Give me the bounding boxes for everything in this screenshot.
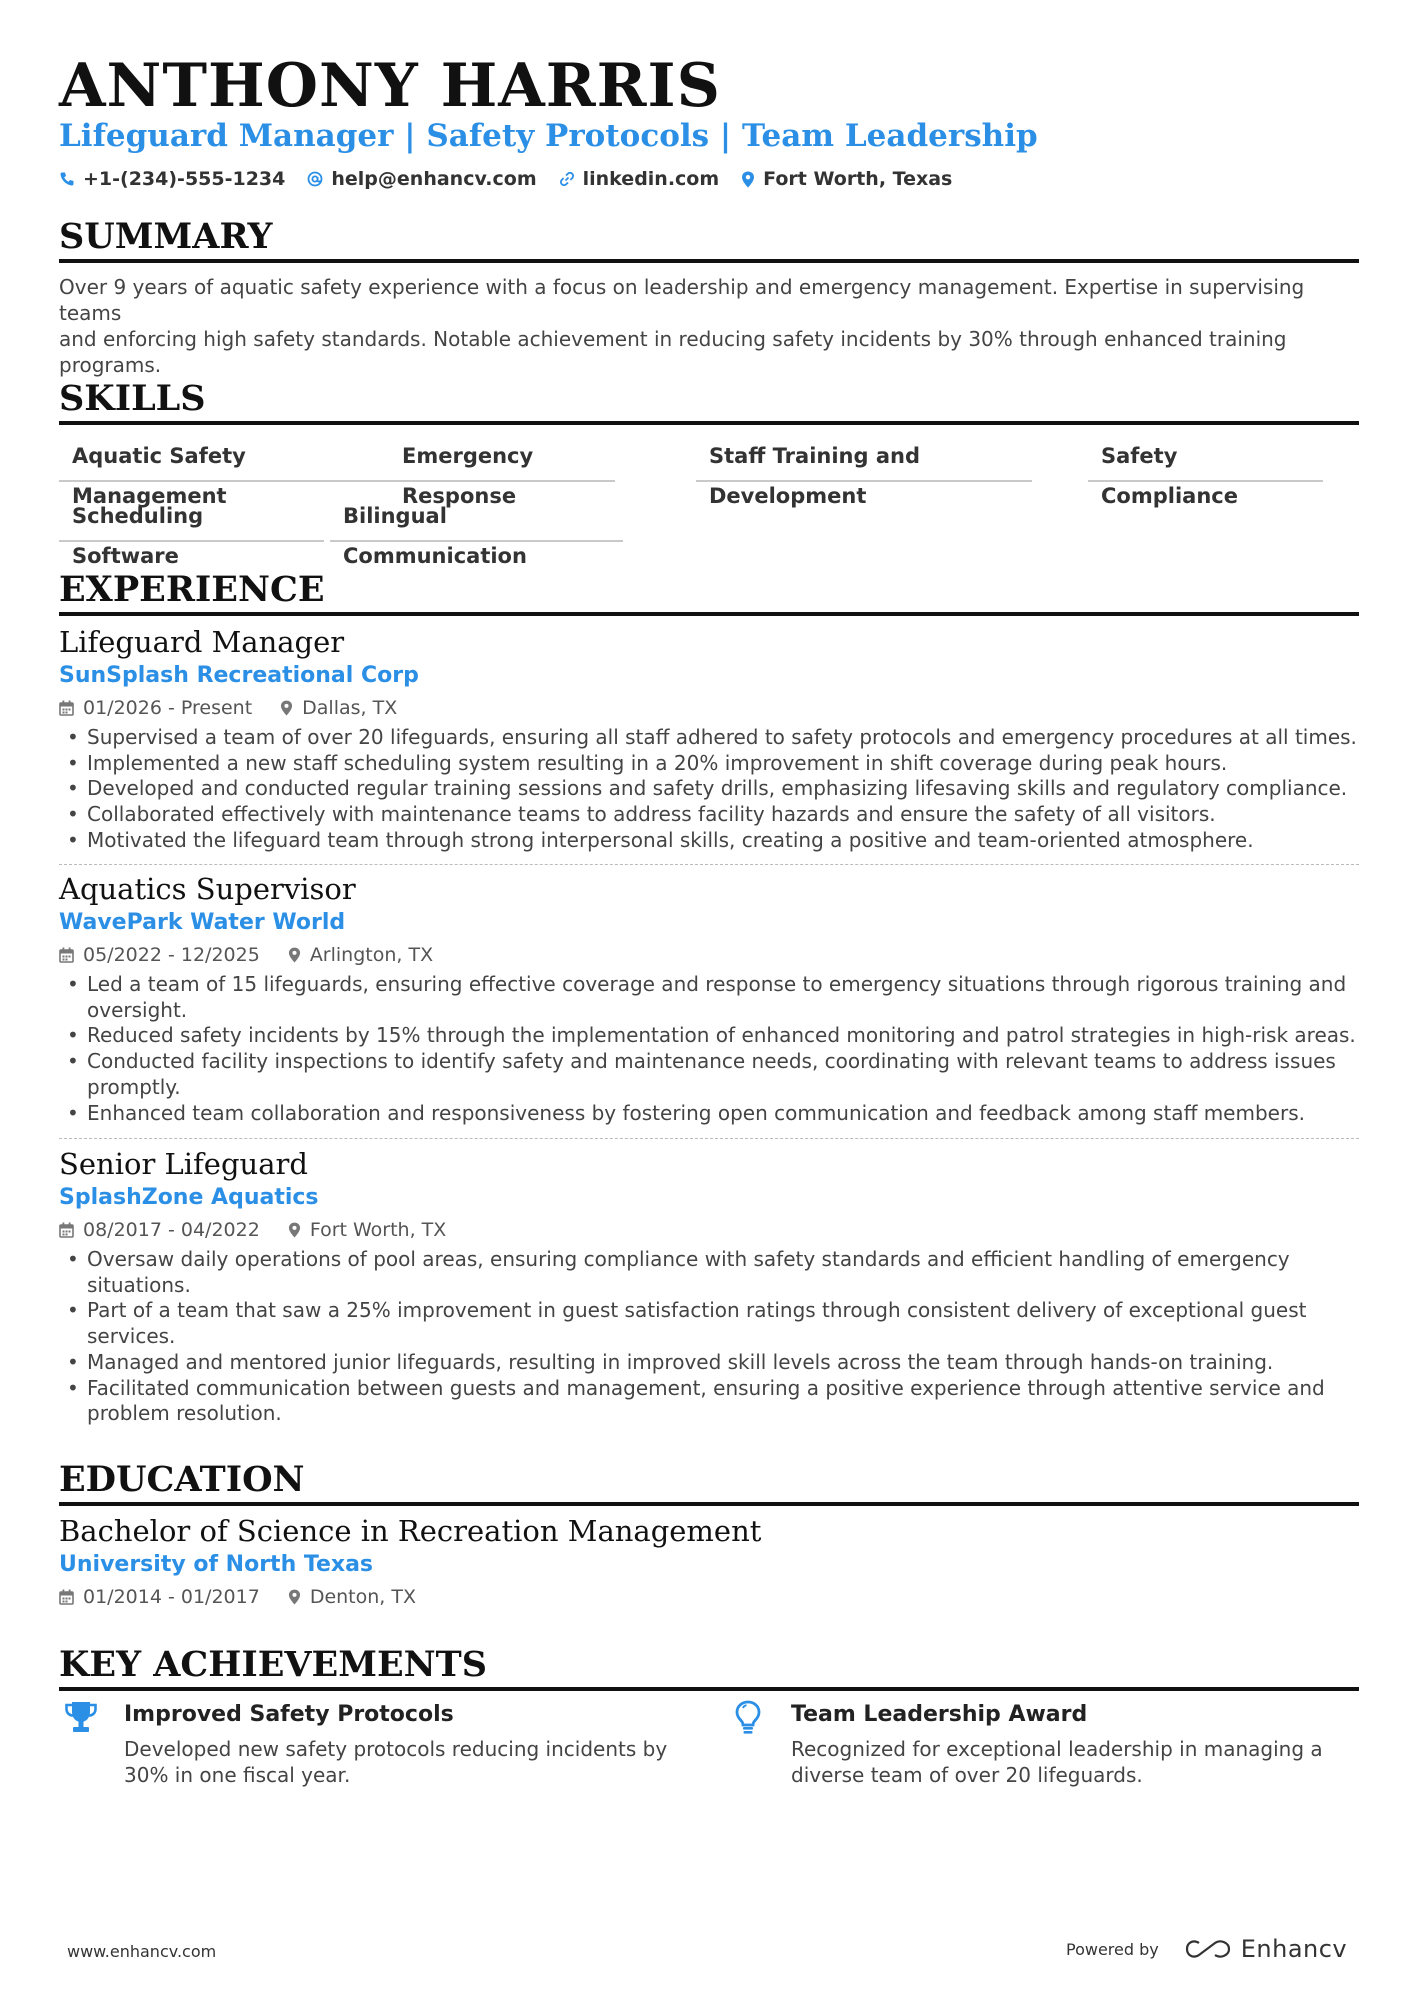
job-location-text: Fort Worth, TX (309, 1219, 447, 1241)
bullet-item: • Facilitated communication between guests and management, ensuring a positive experience through attentive service and problem resolution. (59, 1376, 1359, 1427)
job-meta (59, 942, 1359, 968)
entry-divider (59, 864, 1359, 865)
job-dates-text: 08/2017 - 04/2022 (83, 1219, 260, 1241)
section-title-education: EDUCATION (59, 1458, 1359, 1506)
contact-linkedin[interactable] (559, 168, 720, 190)
achievement-title: Improved Safety Protocols (124, 1702, 454, 1727)
company-name[interactable]: WavePark Water World (59, 910, 346, 935)
enhancv-logo-icon (1185, 1937, 1231, 1961)
education-entry (59, 1512, 1359, 1610)
achievement-title: Team Leadership Award (791, 1702, 1088, 1727)
achievement-desc: Developed new safety protocols reducing incidents by 30% in one fiscal year. (124, 1737, 668, 1787)
bullet-item: • Led a team of 15 lifeguards, ensuring effective coverage and response to emergency situations through rigorous training and oversight. (59, 972, 1359, 1023)
contact-phone[interactable] (59, 168, 285, 190)
education-location-text: Denton, TX (309, 1586, 416, 1608)
summary-line: programs. (59, 353, 162, 377)
experience-entry (59, 870, 1359, 1126)
lightbulb-icon (731, 1700, 765, 1736)
calendar-icon (59, 700, 74, 716)
contact-location (741, 168, 952, 190)
contact-phone-text: +1-(234)-555-1234 (83, 168, 286, 190)
bullet-item: • Conducted facility inspections to identify safety and maintenance needs, coordinating with relevant teams to address issues promptly. (59, 1049, 1359, 1100)
footer-website-link[interactable]: www.enhancv.com (67, 1942, 217, 1961)
bullet-item: • Managed and mentored junior lifeguards, resulting in improved skill levels across the team through hands-on training. (59, 1350, 1359, 1376)
job-bullets (59, 972, 1359, 1126)
link-icon (559, 171, 575, 187)
section-title-experience: EXPERIENCE (59, 568, 1359, 616)
job-title: Senior Lifeguard (59, 1147, 308, 1181)
skill-tag: Safety Compliance (1088, 436, 1323, 482)
summary-line: Over 9 years of aquatic safety experience with a focus on leadership and emergency management. Expertise in supervising teams (59, 275, 1305, 325)
bullet-item: • Oversaw daily operations of pool areas, ensuring compliance with safety standards and efficient handling of emergency situations. (59, 1247, 1359, 1298)
degree-title: Bachelor of Science in Recreation Management (59, 1514, 762, 1548)
contact-linkedin-text: linkedin.com (582, 168, 720, 190)
powered-by-label: Powered by (1066, 1939, 1159, 1959)
job-bullets (59, 1247, 1359, 1427)
location-pin-icon (288, 1589, 301, 1605)
bullet-item: • Collaborated effectively with maintenance teams to address facility hazards and ensure the safety of all visitors. (59, 802, 1359, 828)
education-dates (59, 1584, 260, 1610)
bullet-item: • Supervised a team of over 20 lifeguards, ensuring all staff adhered to safety protocols and emergency procedures at all times. (59, 725, 1359, 751)
company-name[interactable]: SunSplash Recreational Corp (59, 663, 419, 688)
brand-name: Enhancv (1240, 1935, 1348, 1963)
school-name[interactable]: University of North Texas (59, 1552, 374, 1577)
footer-branding[interactable] (1066, 1935, 1347, 1963)
bullet-item: • Enhanced team collaboration and responsiveness by fostering open communication and feedback among staff members. (59, 1101, 1359, 1127)
trophy-icon (64, 1700, 98, 1734)
section-title-skills: SKILLS (59, 377, 1359, 425)
skill-tag: Staff Training and Development (696, 436, 1032, 482)
education-location (288, 1584, 416, 1610)
education-meta (59, 1584, 1359, 1610)
location-pin-icon (288, 1222, 301, 1238)
skill-tag: Aquatic Safety Management (59, 436, 398, 482)
job-location-text: Arlington, TX (309, 944, 434, 966)
contact-bar (59, 168, 974, 190)
job-dates (59, 1217, 260, 1243)
job-dates-text: 01/2026 - Present (83, 697, 253, 719)
calendar-icon (59, 947, 74, 963)
bullet-item: • Implemented a new staff scheduling system resulting in a 20% improvement in shift coverage during peak hours. (59, 751, 1359, 777)
bullet-item: • Motivated the lifeguard team through strong interpersonal skills, creating a positive and team-oriented atmosphere. (59, 828, 1359, 854)
summary-line: and enforcing high safety standards. Notable achievement in reducing safety incidents by 30% through enhanced training (59, 327, 1287, 351)
at-icon (307, 171, 323, 187)
skill-tag: Emergency Response (389, 436, 615, 482)
section-title-summary: SUMMARY (59, 215, 1359, 263)
job-dates (59, 942, 260, 968)
job-location-text: Dallas, TX (302, 697, 398, 719)
bullet-item: • Reduced safety incidents by 15% through the implementation of enhanced monitoring and patrol strategies in high-risk areas. (59, 1023, 1359, 1049)
achievement-desc: Recognized for exceptional leadership in managing a diverse team of over 20 lifeguards. (791, 1737, 1323, 1787)
job-meta (59, 695, 1359, 721)
job-meta (59, 1217, 1359, 1243)
summary-text (59, 274, 1359, 378)
job-dates (59, 695, 252, 721)
job-title: Aquatics Supervisor (59, 872, 356, 906)
job-bullets (59, 725, 1359, 854)
location-pin-icon (741, 171, 755, 188)
education-dates-text: 01/2014 - 01/2017 (83, 1586, 260, 1608)
company-name[interactable]: SplashZone Aquatics (59, 1185, 319, 1210)
location-pin-icon (280, 700, 293, 716)
job-dates-text: 05/2022 - 12/2025 (83, 944, 260, 966)
job-location (288, 1217, 446, 1243)
contact-email-text: help@enhancv.com (331, 168, 537, 190)
contact-email[interactable] (307, 168, 536, 190)
skill-tag: Bilingual Communication (330, 496, 623, 542)
phone-icon (59, 171, 75, 187)
job-title: Lifeguard Manager (59, 625, 345, 659)
candidate-name: ANTHONY HARRIS (59, 51, 721, 121)
bullet-item: • Part of a team that saw a 25% improvement in guest satisfaction ratings through consistent delivery of exceptional guest services. (59, 1298, 1359, 1349)
contact-location-text: Fort Worth, Texas (763, 168, 953, 190)
experience-entry (59, 623, 1359, 854)
entry-divider (59, 1138, 1359, 1139)
headline: Lifeguard Manager | Safety Protocols | Team Leadership (59, 118, 1038, 154)
section-title-achievements: KEY ACHIEVEMENTS (59, 1643, 1359, 1691)
job-location (288, 942, 433, 968)
location-pin-icon (288, 947, 301, 963)
calendar-icon (59, 1222, 74, 1238)
job-location (280, 695, 397, 721)
bullet-item: • Developed and conducted regular training sessions and safety drills, emphasizing lifesaving skills and regulatory compliance. (59, 776, 1359, 802)
calendar-icon (59, 1589, 74, 1605)
experience-entry (59, 1145, 1359, 1427)
skill-tag: Scheduling Software (59, 496, 324, 542)
